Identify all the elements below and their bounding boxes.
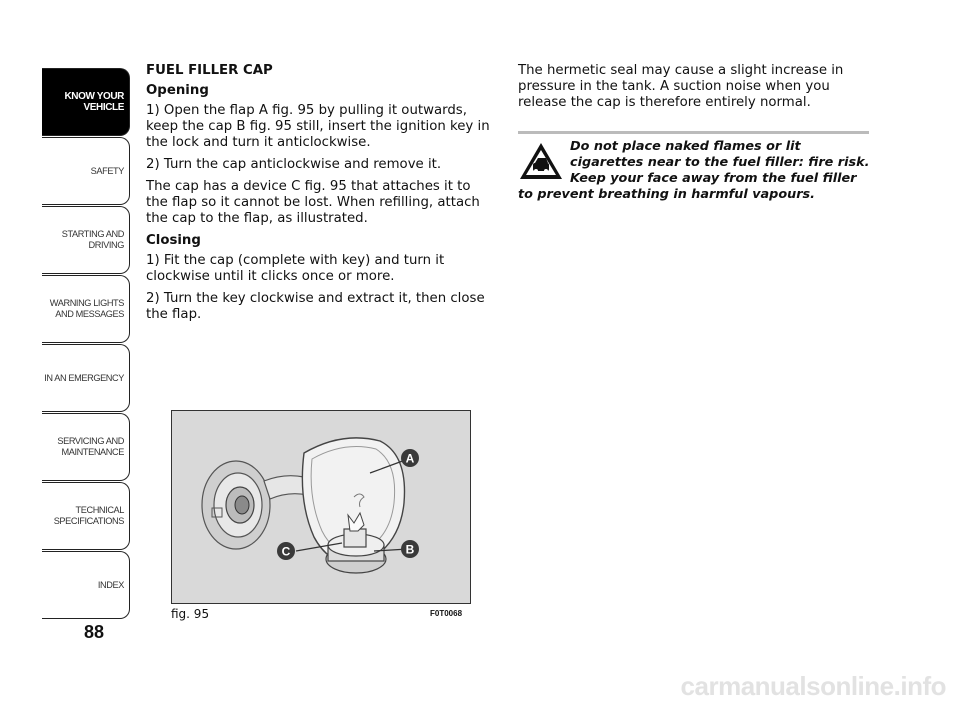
warning-text [518,139,870,203]
fuel-cap-illustration [172,411,470,603]
tab-starting-and-driving[interactable] [42,206,130,274]
section-title: FUEL FILLER CAP [146,63,273,78]
tab-servicing-and-maintenance[interactable] [42,413,130,481]
tab-label: SERVICING AND MAINTENANCE [57,436,124,457]
tab-label: KNOW YOUR VEHICLE [64,91,124,113]
figure-caption: fig. 95 [171,607,210,621]
closing-step-2: 2) Turn the key clockwise and extract it, then close the flap. [146,291,485,322]
warning-line: to prevent breathing in harmful vapours. [518,187,816,202]
callout-c: C [281,544,291,559]
closing-step-1: 1) Fit the cap (complete with key) and turn it clockwise until it clicks once or more. [146,253,445,284]
chapter-tabs [42,68,132,620]
tab-label: IN AN EMERGENCY [44,372,124,383]
watermark: carmanualsonline.info [680,671,946,701]
warning-line: Do not place naked flames or lit [570,139,801,154]
opening-step-2: 2) Turn the cap anticlockwise and remove it. [146,157,442,172]
opening-heading: Opening [146,83,209,98]
callout-b: B [405,542,415,557]
seal-paragraph: The hermetic seal may cause a slight increase in pressure in the tank. A suction noise when you release the cap is therefore entirely normal. [518,63,844,110]
tab-label: WARNING LIGHTS AND MESSAGES [49,298,124,319]
tab-label: SAFETY [90,165,124,176]
tab-label: TECHNICAL SPECIFICATIONS [53,505,124,526]
warning-line: cigarettes near to the fuel filler: fire risk. [570,155,870,170]
tab-in-an-emergency[interactable] [42,344,130,412]
tab-index[interactable] [42,551,130,619]
opening-note: The cap has a device C fig. 95 that attaches it to the flap so it cannot be lost. When refilling, attach the cap to the flap, as illustrated. [146,179,480,226]
page-number: 88 [84,622,105,642]
opening-step-1: 1) Open the flap A fig. 95 by pulling it outwards, keep the cap B fig. 95 still, insert the ignition key in the lock and turn it anticlockwise. [146,103,490,150]
tab-safety[interactable] [42,137,130,205]
tab-know-your-vehicle[interactable] [42,68,130,136]
right-column [518,63,870,111]
tab-warning-lights[interactable] [42,275,130,343]
tab-label: STARTING AND DRIVING [61,229,124,250]
fuel-cap-figure [171,410,471,604]
closing-heading: Closing [146,233,201,248]
warning-line: Keep your face away from the fuel filler [570,171,857,186]
tab-technical-specifications[interactable] [42,482,130,550]
figure-code: F0T0068 [430,609,463,618]
divider [518,131,869,134]
left-column [146,63,494,329]
callout-a: A [405,451,415,466]
tab-label: INDEX [97,579,124,590]
